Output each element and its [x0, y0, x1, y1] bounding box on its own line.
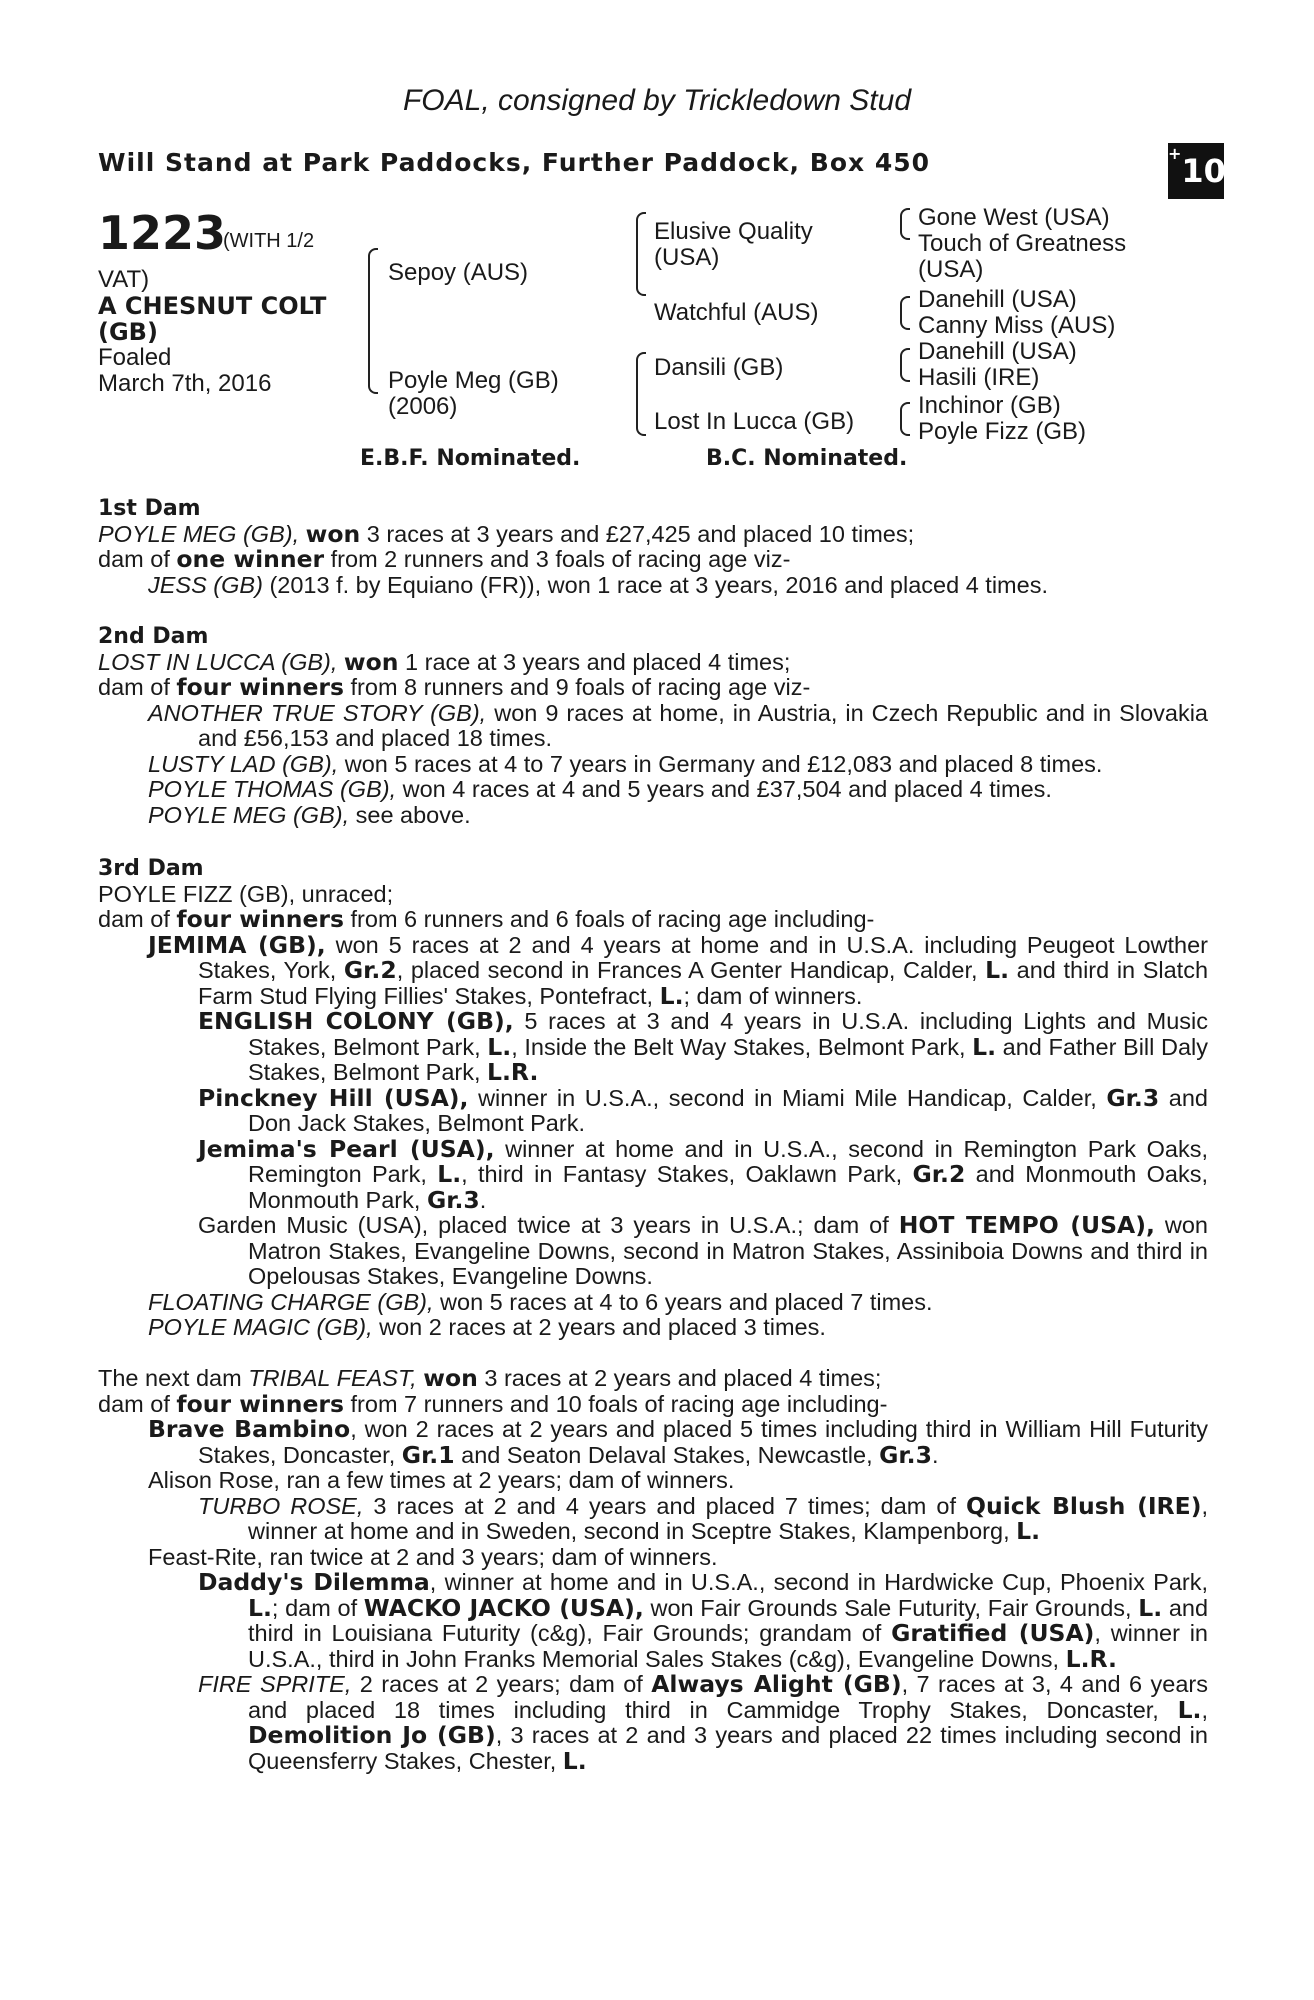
foaled-date: March 7th, 2016 — [98, 370, 272, 397]
third-dam-grandfoal: Pinckney Hill (USA), winner in U.S.A., second in Miami Mile Handicap, Calder, Gr.3 and Don Jack Stakes, Belmont Park. — [198, 1083, 1209, 1136]
pedigree-brace-dd — [900, 402, 910, 436]
pedigree-dsd: Hasili (IRE) — [918, 364, 1040, 391]
third-dam-grandfoal: Garden Music (USA), placed twice at 3 years in U.S.A.; dam of HOT TEMPO (USA), won Matron Stakes, Evangeline Downs, second in Matron Stakes, Assiniboia Downs and third in Opelousas Stakes, Evangeline Downs. — [198, 1211, 1208, 1289]
stand-location: Will Stand at Park Paddocks, Further Paddock, Box 450 — [98, 148, 931, 177]
first-dam-section — [98, 496, 1208, 598]
lot-description-cont: (GB) — [98, 318, 158, 346]
pedigree-ddd: Poyle Fizz (GB) — [918, 418, 1087, 445]
second-dam-line: LOST IN LUCCA (GB), won 1 race at 3 years and placed 4 times; — [98, 647, 791, 676]
pedigree-dam-sire: Dansili (GB) — [654, 354, 784, 381]
badge-number: 10 — [1181, 152, 1226, 190]
first-dam-heading: 1st Dam — [98, 496, 201, 521]
first-dam-foal-jess: JESS (GB) (2013 f. by Equiano (FR)), won 1 race at 3 years, 2016 and placed 4 times. — [148, 571, 1048, 598]
page-title: FOAL, consigned by Trickledown Stud — [402, 84, 912, 117]
pedigree-dds: Inchinor (GB) — [918, 392, 1061, 419]
third-dam-foal: FLOATING CHARGE (GB), won 5 races at 4 to 6 years and placed 7 times. — [148, 1288, 933, 1315]
third-dam-line: POYLE FIZZ (GB), unraced; — [98, 880, 394, 907]
second-dam-foal: ANOTHER TRUE STORY (GB), won 9 races at home, in Austria, in Czech Republic and in Slovakia and £56,153 and placed 18 times. — [148, 699, 1209, 751]
pedigree-ssd-cont: (USA) — [918, 256, 984, 283]
next-dam-section — [98, 1366, 1208, 1774]
next-dam-foal: Feast-Rite, ran twice at 2 and 3 years; dam of winners. — [148, 1543, 718, 1570]
next-dam-foal: Alison Rose, ran a few times at 2 years; dam of winners. — [148, 1467, 735, 1493]
pedigree-sds: Danehill (USA) — [918, 286, 1077, 313]
pedigree-sire: Sepoy (AUS) — [388, 259, 529, 286]
third-dam-grandfoal: Jemima's Pearl (USA), winner at home and in U.S.A., second in Remington Park Oaks, Remington Park, L., third in Fantasy Stakes, Oaklawn Park, Gr.2 and Monmouth Oaks, Monmouth Park, Gr.3. — [198, 1134, 1209, 1214]
third-dam-produce-line: dam of four winners from 6 runners and 6 foals of racing age including- — [98, 905, 875, 933]
pedigree-brace-gen1 — [368, 248, 378, 394]
lot-vat-note: (WITH 1/2 — [223, 230, 315, 252]
pedigree-dam-dam: Lost In Lucca (GB) — [654, 408, 855, 435]
second-dam-section — [98, 624, 1208, 828]
pedigree-dss: Danehill (USA) — [918, 338, 1077, 365]
pedigree-dam-year: (2006) — [388, 393, 458, 420]
lot-number: 1223 — [98, 206, 227, 260]
pedigree-brace-ds — [900, 348, 910, 382]
second-dam-produce-line: dam of four winners from 8 runners and 9 foals of racing age viz- — [98, 673, 811, 701]
third-dam-foal: POYLE MAGIC (GB), won 2 races at 2 years and placed 3 times. — [148, 1314, 826, 1340]
ebf-nominated: E.B.F. Nominated. — [360, 446, 581, 471]
pedigree-dam: Poyle Meg (GB) — [388, 367, 559, 394]
second-dam-foal: LUSTY LAD (GB), won 5 races at 4 to 7 years in Germany and £12,083 and placed 8 times. — [148, 750, 1103, 777]
next-dam-foal: Brave Bambino, won 2 races at 2 years and placed 5 times including third in William Hill Futurity Stakes, Doncaster, Gr.1 and Seaton Delaval Stakes, Newcastle, Gr.3. — [148, 1415, 1209, 1469]
pedigree-sire-sire: Elusive Quality — [654, 218, 813, 245]
next-dam-grandfoal: FIRE SPRITE, 2 races at 2 years; dam of Always Alight (GB), 7 races at 3, 4 and 6 years and placed 18 times including third in Cammidge Trophy Stakes, Doncaster, L., Demolition Jo (GB), 3 races at 2 and 3 years and placed 22 times including second in Queensferry Stakes, Chester, L. — [198, 1670, 1209, 1775]
first-dam-line: POYLE MEG (GB), won 3 races at 3 years and £27,425 and placed 10 times; — [98, 519, 915, 548]
pedigree-ssd: Touch of Greatness — [918, 230, 1127, 257]
third-dam-section — [98, 856, 1208, 1341]
first-dam-produce-line: dam of one winner from 2 runners and 3 foals of racing age viz- — [98, 545, 791, 573]
pedigree-sire-sire-cont: (USA) — [654, 244, 720, 271]
pedigree-brace-dam — [636, 352, 646, 436]
bc-nominated: B.C. Nominated. — [706, 446, 908, 471]
pedigree-brace-sire — [636, 212, 646, 296]
pedigree-sdd: Canny Miss (AUS) — [918, 312, 1116, 339]
pedigree-sire-dam: Watchful (AUS) — [654, 299, 819, 326]
third-dam-grandfoal: ENGLISH COLONY (GB), 5 races at 3 and 4 years in U.S.A. including Lights and Music Stakes, Belmont Park, L., Inside the Belt Way Stakes, Belmont Park, L. and Father Bill Daly Stakes, Belmont Park, L.R. — [198, 1007, 1208, 1086]
next-dam-grandfoal: Daddy's Dilemma, winner at home and in U.S.A., second in Hardwicke Cup, Phoenix Park, L.; dam of WACKO JACKO (USA), won Fair Grounds Sale Futurity, Fair Grounds, L. and third in Louisiana Futurity (c&g), Fair Grounds; grandam of Gratified (USA), winner in U.S.A., third in John Franks Memorial Sales Stakes (c&g), Evangeline Downs, L.R. — [198, 1568, 1209, 1673]
pedigree-brace-ss — [900, 208, 910, 240]
second-dam-heading: 2nd Dam — [98, 624, 209, 649]
third-dam-foal-jemima: JEMIMA (GB), won 5 races at 2 and 4 years at home and in U.S.A. including Peugeot Lowther Stakes, York, Gr.2, placed second in Frances A Genter Handicap, Calder, L. and third in Slatch Farm Stud Flying Fillies' Stakes, Pontefract, L.; dam of winners. — [148, 930, 1209, 1010]
lot-badge — [1168, 143, 1224, 199]
third-dam-heading: 3rd Dam — [98, 856, 204, 881]
second-dam-foal: POYLE MEG (GB), see above. — [148, 801, 471, 828]
next-dam-grandfoal: TURBO ROSE, 3 races at 2 and 4 years and placed 7 times; dam of Quick Blush (IRE), winner at home and in Sweden, second in Sceptre Stakes, Klampenborg, L. — [198, 1491, 1208, 1545]
pedigree-brace-sd — [900, 296, 910, 330]
next-dam-produce-line: dam of four winners from 7 runners and 10 foals of racing age including- — [98, 1389, 888, 1418]
foaled-label: Foaled — [98, 344, 172, 371]
lot-description: A CHESNUT COLT — [98, 292, 327, 320]
second-dam-foal: POYLE THOMAS (GB), won 4 races at 4 and 5 years and £37,504 and placed 4 times. — [148, 776, 1052, 802]
pedigree-sss: Gone West (USA) — [918, 204, 1110, 231]
next-dam-line: The next dam TRIBAL FEAST, won 3 races at 2 years and placed 4 times; — [98, 1364, 882, 1392]
lot-vat-note-cont: VAT) — [98, 266, 150, 293]
badge-prefix: + — [1168, 144, 1182, 163]
